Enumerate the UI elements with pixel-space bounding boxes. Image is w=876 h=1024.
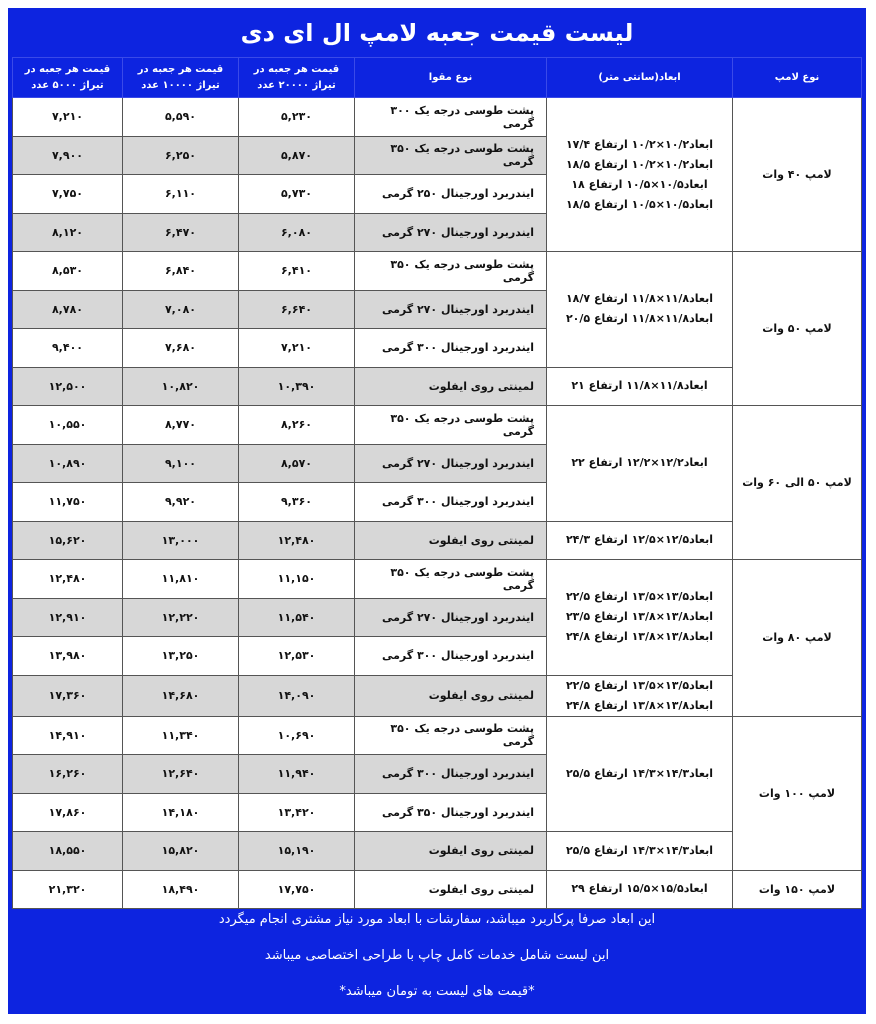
table-row bbox=[13, 252, 862, 291]
lamp-type-cell: لامپ ۱۵۰ وات bbox=[733, 870, 862, 909]
price-5000-cell: ۱۶,۲۶۰ bbox=[13, 755, 123, 794]
board-type-cell: پشت طوسی درجه یک ۳۵۰ گرمی bbox=[355, 406, 547, 445]
board-type-cell: پشت طوسی درجه یک ۳۵۰ گرمی bbox=[355, 716, 547, 755]
table-row bbox=[13, 870, 862, 909]
lamp-type-cell: لامپ ۱۰۰ وات bbox=[733, 716, 862, 870]
price-20000-cell: ۵,۷۳۰ bbox=[239, 175, 355, 214]
lamp-type-cell: لامپ ۸۰ وات bbox=[733, 560, 862, 717]
price-20000-cell: ۱۵,۱۹۰ bbox=[239, 832, 355, 871]
dimension-line: ابعاد۱۳/۸×۱۳/۸ ارتفاع ۲۴/۸ bbox=[565, 698, 714, 712]
board-type-cell: ایندربرد اورجینال ۳۰۰ گرمی bbox=[355, 755, 547, 794]
price-10000-cell: ۱۲,۲۲۰ bbox=[123, 598, 239, 637]
price-5000-cell: ۱۲,۵۰۰ bbox=[13, 367, 123, 406]
header-price-10000: قیمت هر جعبه در تیراژ ۱۰۰۰۰ عدد bbox=[123, 58, 239, 98]
price-5000-cell: ۷,۹۰۰ bbox=[13, 136, 123, 175]
dimension-line: ابعاد۱۰/۲×۱۰/۲ ارتفاع ۱۸/۵ bbox=[565, 157, 714, 171]
price-10000-cell: ۷,۶۸۰ bbox=[123, 329, 239, 368]
price-20000-cell: ۱۳,۴۲۰ bbox=[239, 793, 355, 832]
price-10000-cell: ۱۳,۲۵۰ bbox=[123, 637, 239, 676]
price-10000-cell: ۱۱,۳۴۰ bbox=[123, 716, 239, 755]
price-20000-cell: ۱۰,۶۹۰ bbox=[239, 716, 355, 755]
price-10000-cell: ۶,۲۵۰ bbox=[123, 136, 239, 175]
price-20000-cell: ۱۱,۵۴۰ bbox=[239, 598, 355, 637]
dimensions-cell bbox=[547, 98, 733, 252]
price-20000-cell: ۱۷,۷۵۰ bbox=[239, 870, 355, 909]
dimensions-cell bbox=[547, 832, 733, 871]
price-table-body bbox=[13, 98, 862, 909]
price-5000-cell: ۱۴,۹۱۰ bbox=[13, 716, 123, 755]
price-5000-cell: ۱۷,۳۶۰ bbox=[13, 675, 123, 716]
board-type-cell: پشت طوسی درجه یک ۳۰۰ گرمی bbox=[355, 98, 547, 137]
price-10000-cell: ۱۴,۱۸۰ bbox=[123, 793, 239, 832]
header-dimensions: ابعاد(سانتی متر) bbox=[547, 58, 733, 98]
price-20000-cell: ۱۲,۵۳۰ bbox=[239, 637, 355, 676]
dimension-line: ابعاد۱۳/۸×۱۳/۸ ارتفاع ۲۳/۵ bbox=[565, 610, 714, 624]
board-type-cell: ایندربرد اورجینال ۳۵۰ گرمی bbox=[355, 793, 547, 832]
dimensions-cell bbox=[547, 675, 733, 716]
dimensions-cell bbox=[547, 716, 733, 832]
lamp-type-cell: لامپ ۴۰ وات bbox=[733, 98, 862, 252]
price-10000-cell: ۱۳,۰۰۰ bbox=[123, 521, 239, 560]
dimension-line: ابعاد۱۱/۸×۱۱/۸ ارتفاع ۲۱ bbox=[571, 379, 708, 393]
dimensions-cell bbox=[547, 367, 733, 406]
board-type-cell: پشت طوسی درجه یک ۳۵۰ گرمی bbox=[355, 560, 547, 599]
lamp-type-cell: لامپ ۵۰ الی ۶۰ وات bbox=[733, 406, 862, 560]
price-10000-cell: ۱۱,۸۱۰ bbox=[123, 560, 239, 599]
price-5000-cell: ۱۳,۹۸۰ bbox=[13, 637, 123, 676]
board-type-cell: ایندربرد اورجینال ۳۰۰ گرمی bbox=[355, 329, 547, 368]
dimensions-cell bbox=[547, 252, 733, 368]
header-price-20000: قیمت هر جعبه در تیراژ ۲۰۰۰۰ عدد bbox=[239, 58, 355, 98]
price-20000-cell: ۱۲,۴۸۰ bbox=[239, 521, 355, 560]
lamp-type-cell: لامپ ۵۰ وات bbox=[733, 252, 862, 406]
table-row bbox=[13, 560, 862, 599]
board-type-cell: پشت طوسی درجه یک ۳۵۰ گرمی bbox=[355, 252, 547, 291]
price-10000-cell: ۹,۱۰۰ bbox=[123, 444, 239, 483]
price-20000-cell: ۵,۲۳۰ bbox=[239, 98, 355, 137]
table-row bbox=[13, 98, 862, 137]
price-10000-cell: ۱۴,۶۸۰ bbox=[123, 675, 239, 716]
price-20000-cell: ۱۱,۹۴۰ bbox=[239, 755, 355, 794]
board-type-cell: ایندربرد اورجینال ۲۷۰ گرمی bbox=[355, 598, 547, 637]
board-type-cell: لمینتی روی ایفلوت bbox=[355, 675, 547, 716]
price-5000-cell: ۷,۲۱۰ bbox=[13, 98, 123, 137]
price-10000-cell: ۶,۱۱۰ bbox=[123, 175, 239, 214]
board-type-cell: ایندربرد اورجینال ۲۵۰ گرمی bbox=[355, 175, 547, 214]
board-type-cell: ایندربرد اورجینال ۲۷۰ گرمی bbox=[355, 213, 547, 252]
price-20000-cell: ۱۰,۳۹۰ bbox=[239, 367, 355, 406]
footer-note-2: این لیست شامل خدمات کامل چاپ با طراحی اختصاصی میباشد bbox=[264, 948, 610, 963]
dimension-line: ابعاد۱۳/۵×۱۳/۵ ارتفاع ۲۲/۵ bbox=[565, 678, 714, 692]
price-20000-cell: ۱۱,۱۵۰ bbox=[239, 560, 355, 599]
price-5000-cell: ۸,۱۲۰ bbox=[13, 213, 123, 252]
footer-note-3: *قیمت های لیست به تومان میباشد* bbox=[339, 984, 535, 999]
price-10000-cell: ۶,۸۴۰ bbox=[123, 252, 239, 291]
price-10000-cell: ۹,۹۲۰ bbox=[123, 483, 239, 522]
table-row bbox=[13, 406, 862, 445]
price-20000-cell: ۶,۰۸۰ bbox=[239, 213, 355, 252]
price-20000-cell: ۵,۸۷۰ bbox=[239, 136, 355, 175]
board-type-cell: لمینتی روی ایفلوت bbox=[355, 521, 547, 560]
dimensions-cell bbox=[547, 560, 733, 676]
board-type-cell: لمینتی روی ایفلوت bbox=[355, 870, 547, 909]
price-5000-cell: ۱۰,۸۹۰ bbox=[13, 444, 123, 483]
price-10000-cell: ۵,۵۹۰ bbox=[123, 98, 239, 137]
price-5000-cell: ۱۲,۹۱۰ bbox=[13, 598, 123, 637]
dimension-line: ابعاد۱۱/۸×۱۱/۸ ارتفاع ۱۸/۷ bbox=[565, 292, 714, 306]
price-10000-cell: ۱۸,۴۹۰ bbox=[123, 870, 239, 909]
board-type-cell: ایندربرد اورجینال ۲۷۰ گرمی bbox=[355, 444, 547, 483]
price-10000-cell: ۷,۰۸۰ bbox=[123, 290, 239, 329]
price-5000-cell: ۷,۷۵۰ bbox=[13, 175, 123, 214]
dimension-line: ابعاد۱۲/۵×۱۲/۵ ارتفاع ۲۴/۳ bbox=[565, 533, 714, 547]
dimension-line: ابعاد۱۱/۸×۱۱/۸ ارتفاع ۲۰/۵ bbox=[565, 312, 714, 326]
price-5000-cell: ۱۲,۴۸۰ bbox=[13, 560, 123, 599]
price-20000-cell: ۸,۲۶۰ bbox=[239, 406, 355, 445]
price-5000-cell: ۹,۴۰۰ bbox=[13, 329, 123, 368]
board-type-cell: ایندربرد اورجینال ۲۷۰ گرمی bbox=[355, 290, 547, 329]
price-5000-cell: ۲۱,۳۲۰ bbox=[13, 870, 123, 909]
price-20000-cell: ۶,۴۱۰ bbox=[239, 252, 355, 291]
dimension-line: ابعاد۱۴/۳×۱۴/۳ ارتفاع ۲۵/۵ bbox=[565, 766, 714, 780]
price-20000-cell: ۷,۲۱۰ bbox=[239, 329, 355, 368]
header-price-5000: قیمت هر جعبه در تیراژ ۵۰۰۰ عدد bbox=[13, 58, 123, 98]
board-type-cell: لمینتی روی ایفلوت bbox=[355, 367, 547, 406]
dimension-line: ابعاد۱۰/۵×۱۰/۵ ارتفاع ۱۸ bbox=[571, 177, 708, 191]
price-10000-cell: ۱۵,۸۲۰ bbox=[123, 832, 239, 871]
dimension-line: ابعاد۱۲/۲×۱۲/۲ ارتفاع ۲۲ bbox=[571, 456, 708, 470]
price-5000-cell: ۱۸,۵۵۰ bbox=[13, 832, 123, 871]
dimensions-cell bbox=[547, 521, 733, 560]
price-5000-cell: ۱۵,۶۲۰ bbox=[13, 521, 123, 560]
header-lamp-type: نوع لامپ bbox=[733, 58, 862, 98]
dimension-line: ابعاد۱۴/۳×۱۴/۳ ارتفاع ۲۵/۵ bbox=[565, 843, 714, 857]
price-table bbox=[12, 57, 862, 909]
price-20000-cell: ۶,۶۴۰ bbox=[239, 290, 355, 329]
header-board-type: نوع مقوا bbox=[355, 58, 547, 98]
board-type-cell: ایندربرد اورجینال ۳۰۰ گرمی bbox=[355, 483, 547, 522]
price-10000-cell: ۱۰,۸۲۰ bbox=[123, 367, 239, 406]
footer-note-1: این ابعاد صرفا پرکاربرد میباشد، سفارشات با ابعاد مورد نیاز مشتری انجام میگردد bbox=[218, 912, 656, 927]
dimensions-cell bbox=[547, 870, 733, 909]
price-5000-cell: ۱۰,۵۵۰ bbox=[13, 406, 123, 445]
dimension-line: ابعاد۱۳/۵×۱۳/۵ ارتفاع ۲۲/۵ bbox=[565, 590, 714, 604]
price-20000-cell: ۱۴,۰۹۰ bbox=[239, 675, 355, 716]
dimension-line: ابعاد۱۳/۸×۱۳/۸ ارتفاع ۲۴/۸ bbox=[565, 630, 714, 644]
price-5000-cell: ۱۷,۸۶۰ bbox=[13, 793, 123, 832]
dimension-line: ابعاد۱۰/۲×۱۰/۲ ارتفاع ۱۷/۴ bbox=[565, 137, 714, 151]
price-list-sheet bbox=[8, 8, 866, 1014]
price-5000-cell: ۱۱,۷۵۰ bbox=[13, 483, 123, 522]
dimension-line: ابعاد۱۵/۵×۱۵/۵ ارتفاع ۲۹ bbox=[571, 882, 708, 896]
board-type-cell: پشت طوسی درجه یک ۳۵۰ گرمی bbox=[355, 136, 547, 175]
footer-notes bbox=[8, 906, 866, 1014]
price-10000-cell: ۸,۷۷۰ bbox=[123, 406, 239, 445]
price-5000-cell: ۸,۵۳۰ bbox=[13, 252, 123, 291]
price-20000-cell: ۹,۳۶۰ bbox=[239, 483, 355, 522]
price-10000-cell: ۶,۴۷۰ bbox=[123, 213, 239, 252]
board-type-cell: لمینتی روی ایفلوت bbox=[355, 832, 547, 871]
price-10000-cell: ۱۲,۶۴۰ bbox=[123, 755, 239, 794]
table-row bbox=[13, 716, 862, 755]
dimension-line: ابعاد۱۰/۵×۱۰/۵ ارتفاع ۱۸/۵ bbox=[565, 197, 714, 211]
price-20000-cell: ۸,۵۷۰ bbox=[239, 444, 355, 483]
price-5000-cell: ۸,۷۸۰ bbox=[13, 290, 123, 329]
dimensions-cell bbox=[547, 406, 733, 522]
board-type-cell: ایندربرد اورجینال ۳۰۰ گرمی bbox=[355, 637, 547, 676]
page-title: لیست قیمت جعبه لامپ ال ای دی bbox=[240, 18, 634, 47]
